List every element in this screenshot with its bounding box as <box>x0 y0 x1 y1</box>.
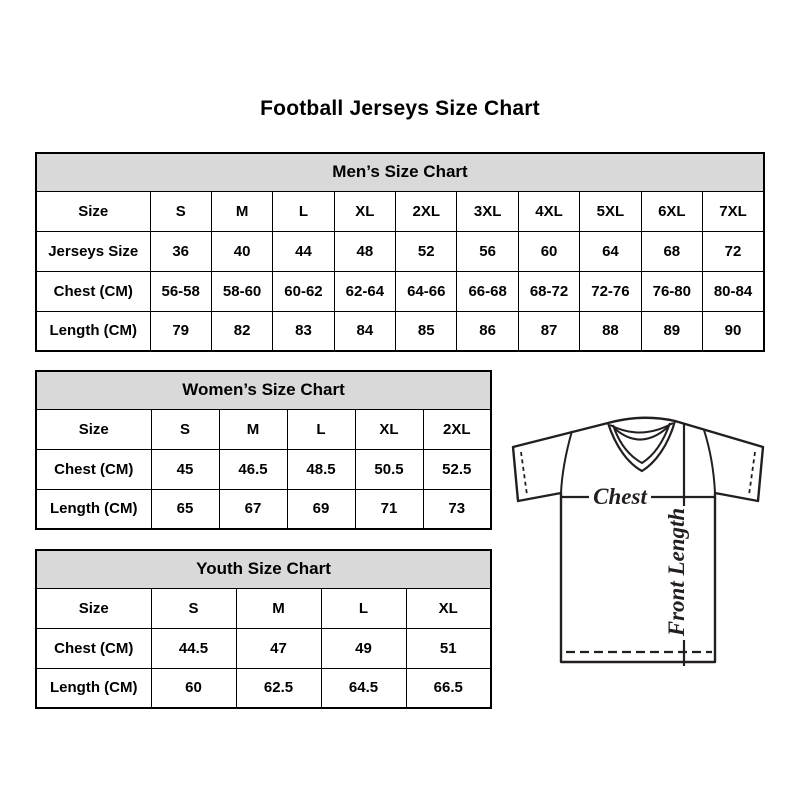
size-cell: 65 <box>151 489 219 529</box>
size-cell: 69 <box>287 489 355 529</box>
womens-size-chart-table <box>35 370 492 530</box>
size-cell: 73 <box>423 489 491 529</box>
size-cell: 64.5 <box>321 668 406 708</box>
table-title: Women’s Size Chart <box>36 371 491 409</box>
row-label: Jerseys Size <box>36 231 150 271</box>
jersey-measurement-diagram <box>498 402 782 680</box>
size-cell: M <box>219 409 287 449</box>
size-cell: 68 <box>641 231 702 271</box>
size-cell: L <box>321 588 406 628</box>
table-title: Men’s Size Chart <box>36 153 764 191</box>
size-cell: 49 <box>321 628 406 668</box>
size-cell: 47 <box>236 628 321 668</box>
mens-size-chart-table <box>35 152 765 352</box>
table-row <box>36 409 491 449</box>
table-row <box>36 311 764 351</box>
size-cell: XL <box>355 409 423 449</box>
table-row <box>36 668 491 708</box>
row-label: Size <box>36 409 151 449</box>
table-row <box>36 628 491 668</box>
table-row <box>36 191 764 231</box>
size-cell: L <box>287 409 355 449</box>
table-row <box>36 231 764 271</box>
size-cell: 60 <box>151 668 236 708</box>
size-cell: 83 <box>273 311 334 351</box>
size-cell: 84 <box>334 311 395 351</box>
size-cell: 85 <box>396 311 457 351</box>
row-label: Size <box>36 191 150 231</box>
size-cell: M <box>211 191 272 231</box>
size-cell: 51 <box>406 628 491 668</box>
page-title: Football Jerseys Size Chart <box>260 97 540 120</box>
row-label: Length (CM) <box>36 311 150 351</box>
size-cell: 60 <box>518 231 579 271</box>
size-cell: 48 <box>334 231 395 271</box>
size-cell: 45 <box>151 449 219 489</box>
row-label: Chest (CM) <box>36 449 151 489</box>
size-cell: 58-60 <box>211 271 272 311</box>
size-cell: 82 <box>211 311 272 351</box>
size-cell: S <box>150 191 211 231</box>
table-row <box>36 489 491 529</box>
size-cell: 52.5 <box>423 449 491 489</box>
size-cell: XL <box>406 588 491 628</box>
size-cell: 50.5 <box>355 449 423 489</box>
table-title: Youth Size Chart <box>36 550 491 588</box>
size-cell: 3XL <box>457 191 518 231</box>
size-cell: 2XL <box>423 409 491 449</box>
size-cell: 44 <box>273 231 334 271</box>
size-cell: 90 <box>703 311 764 351</box>
size-cell: 62.5 <box>236 668 321 708</box>
size-cell: 72 <box>703 231 764 271</box>
size-cell: 6XL <box>641 191 702 231</box>
size-cell: 86 <box>457 311 518 351</box>
size-cell: 7XL <box>703 191 764 231</box>
size-cell: 2XL <box>396 191 457 231</box>
row-label: Size <box>36 588 151 628</box>
size-cell: 44.5 <box>151 628 236 668</box>
size-cell: 56 <box>457 231 518 271</box>
size-cell: 76-80 <box>641 271 702 311</box>
size-cell: 66-68 <box>457 271 518 311</box>
size-cell: 62-64 <box>334 271 395 311</box>
size-cell: 36 <box>150 231 211 271</box>
size-cell: S <box>151 409 219 449</box>
front-length-label: Front Length <box>664 507 689 637</box>
size-cell: 67 <box>219 489 287 529</box>
size-cell: 71 <box>355 489 423 529</box>
row-label: Chest (CM) <box>36 628 151 668</box>
size-cell: 4XL <box>518 191 579 231</box>
size-cell: 48.5 <box>287 449 355 489</box>
size-cell: 40 <box>211 231 272 271</box>
size-cell: 87 <box>518 311 579 351</box>
size-cell: 64 <box>580 231 641 271</box>
jersey-outline <box>513 418 763 662</box>
chest-label: Chest <box>593 484 647 509</box>
table-row <box>36 271 764 311</box>
size-cell: 56-58 <box>150 271 211 311</box>
youth-size-chart-table <box>35 549 492 709</box>
size-cell: 60-62 <box>273 271 334 311</box>
size-cell: 88 <box>580 311 641 351</box>
size-cell: L <box>273 191 334 231</box>
table-row <box>36 449 491 489</box>
size-cell: 89 <box>641 311 702 351</box>
size-cell: 79 <box>150 311 211 351</box>
size-cell: S <box>151 588 236 628</box>
size-cell: 64-66 <box>396 271 457 311</box>
size-cell: 5XL <box>580 191 641 231</box>
size-cell: 46.5 <box>219 449 287 489</box>
row-label: Chest (CM) <box>36 271 150 311</box>
size-cell: M <box>236 588 321 628</box>
size-cell: 66.5 <box>406 668 491 708</box>
size-cell: 80-84 <box>703 271 764 311</box>
size-cell: 68-72 <box>518 271 579 311</box>
row-label: Length (CM) <box>36 489 151 529</box>
size-cell: 52 <box>396 231 457 271</box>
table-row <box>36 588 491 628</box>
size-cell: XL <box>334 191 395 231</box>
row-label: Length (CM) <box>36 668 151 708</box>
size-cell: 72-76 <box>580 271 641 311</box>
